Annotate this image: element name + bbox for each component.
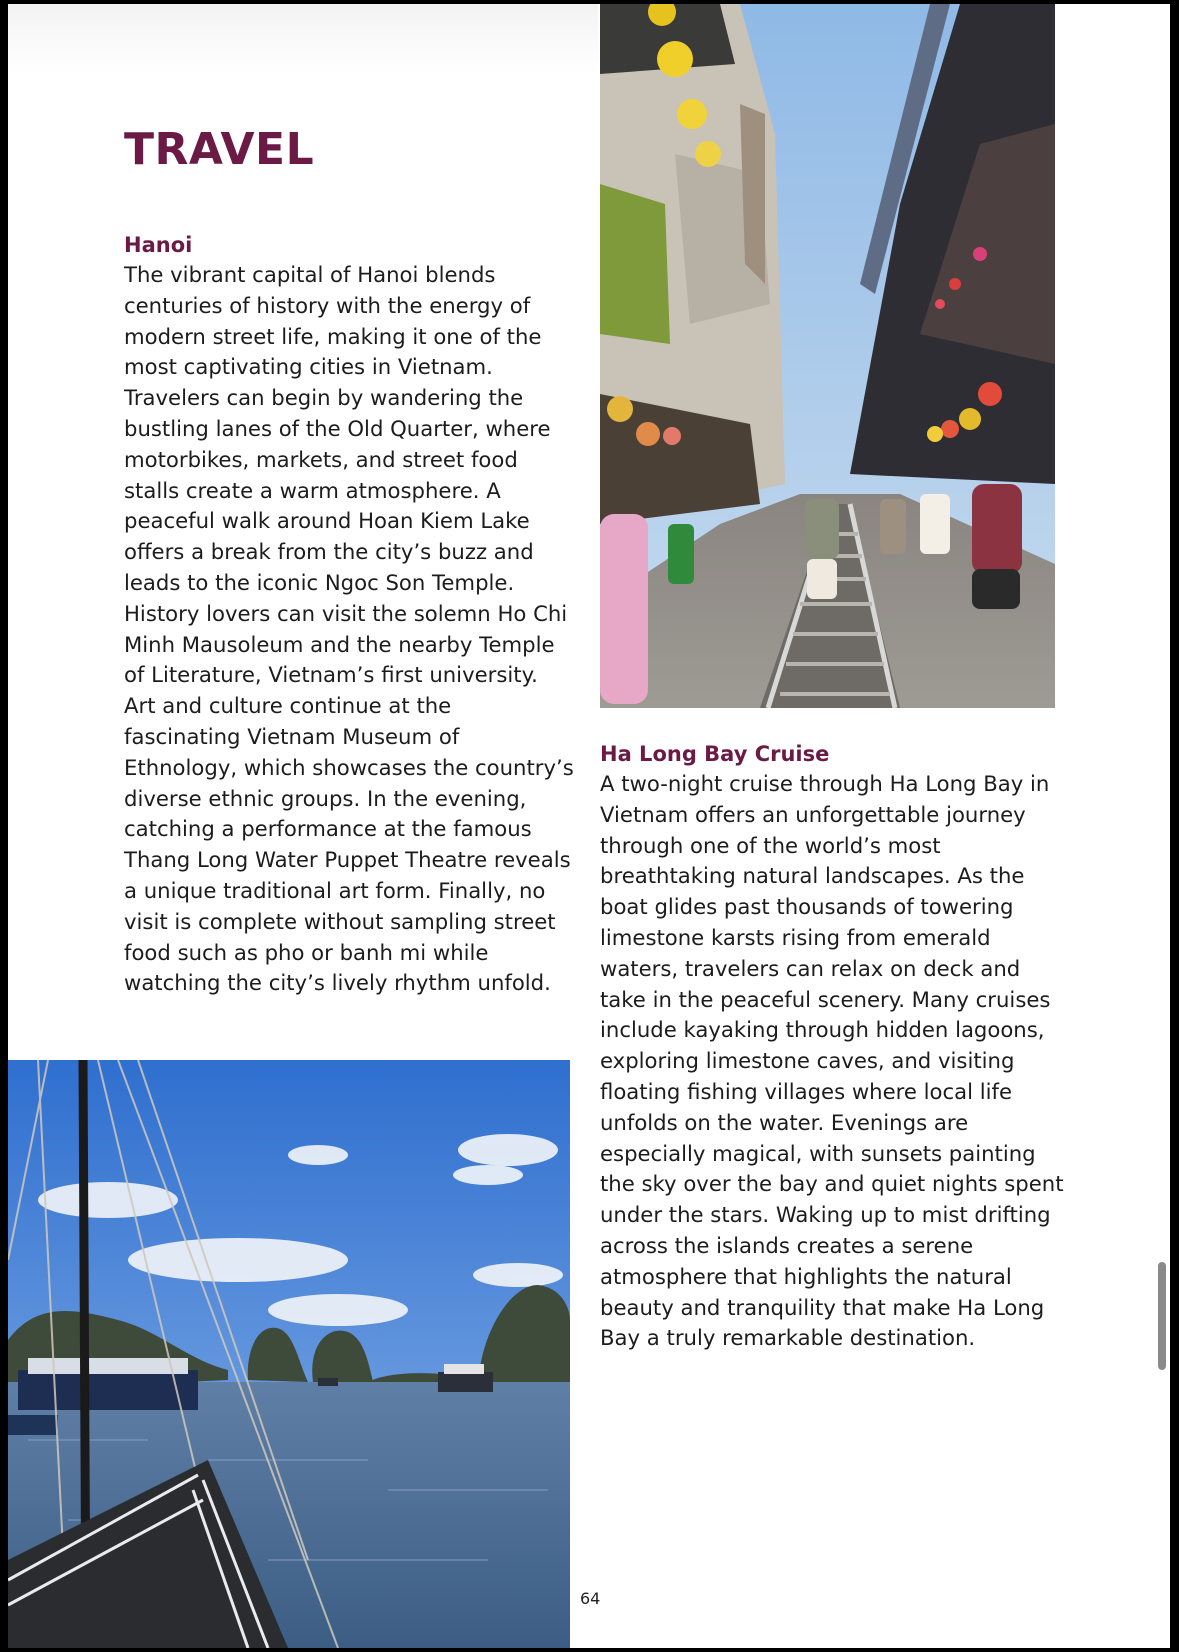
halong-body: A two-night cruise through Ha Long Bay in Vietnam offers an unforgettable journey through one of the world’s most breathtaking natural landscapes. As the boat glides past thousands of towering limestone karsts rising from emerald waters, travelers can relax on deck and take in the peaceful scenery. Many cruises include kayaking through hidden lagoons, exploring limestone caves, and visiting floating fishing villages where local life unfolds on the water. Evenings are especially magical, with sunsets painting the sky over the bay and quiet nights spent under the stars. Waking up to mist drifting across the islands creates a serene atmosphere that highlights the natural beauty and tranquility that make Ha Long Bay a truly remarkable destination. bbox=[600, 771, 1064, 1351]
train-street-illustration bbox=[600, 4, 1055, 708]
scrollbar-thumb[interactable] bbox=[1158, 1262, 1166, 1370]
page-title: TRAVEL bbox=[124, 124, 315, 175]
ha-long-bay-illustration bbox=[8, 1060, 570, 1648]
hanoi-section bbox=[124, 230, 574, 999]
halong-section bbox=[600, 739, 1070, 1354]
hanoi-heading: Hanoi bbox=[124, 233, 193, 257]
document-page bbox=[8, 4, 1170, 1648]
train-street-photo bbox=[600, 4, 1055, 708]
hanoi-body: The vibrant capital of Hanoi blends centuries of history with the energy of modern street life, making it one of the most captivating cities in Vietnam. Travelers can begin by wandering the bustling lanes of the Old Quarter, where motorbikes, markets, and street food stalls create a warm atmosphere. A peaceful walk around Hoan Kiem Lake offers a break from the city’s buzz and leads to the iconic Ngoc Son Temple. History lovers can visit the solemn Ho Chi Minh Mausoleum and the nearby Temple of Literature, Vietnam’s first university. Art and culture continue at the fascinating Vietnam Museum of Ethnology, which showcases the country’s diverse ethnic groups. In the evening, catching a performance at the famous Thang Long Water Puppet Theatre reveals a unique traditional art form. Finally, no visit is complete without sampling street food such as pho or banh mi while watching the city’s lively rhythm unfold. bbox=[124, 262, 574, 996]
page-top-shade bbox=[8, 4, 598, 74]
ha-long-bay-photo bbox=[8, 1060, 570, 1648]
page-number: 64 bbox=[580, 1589, 601, 1608]
halong-heading: Ha Long Bay Cruise bbox=[600, 742, 830, 766]
